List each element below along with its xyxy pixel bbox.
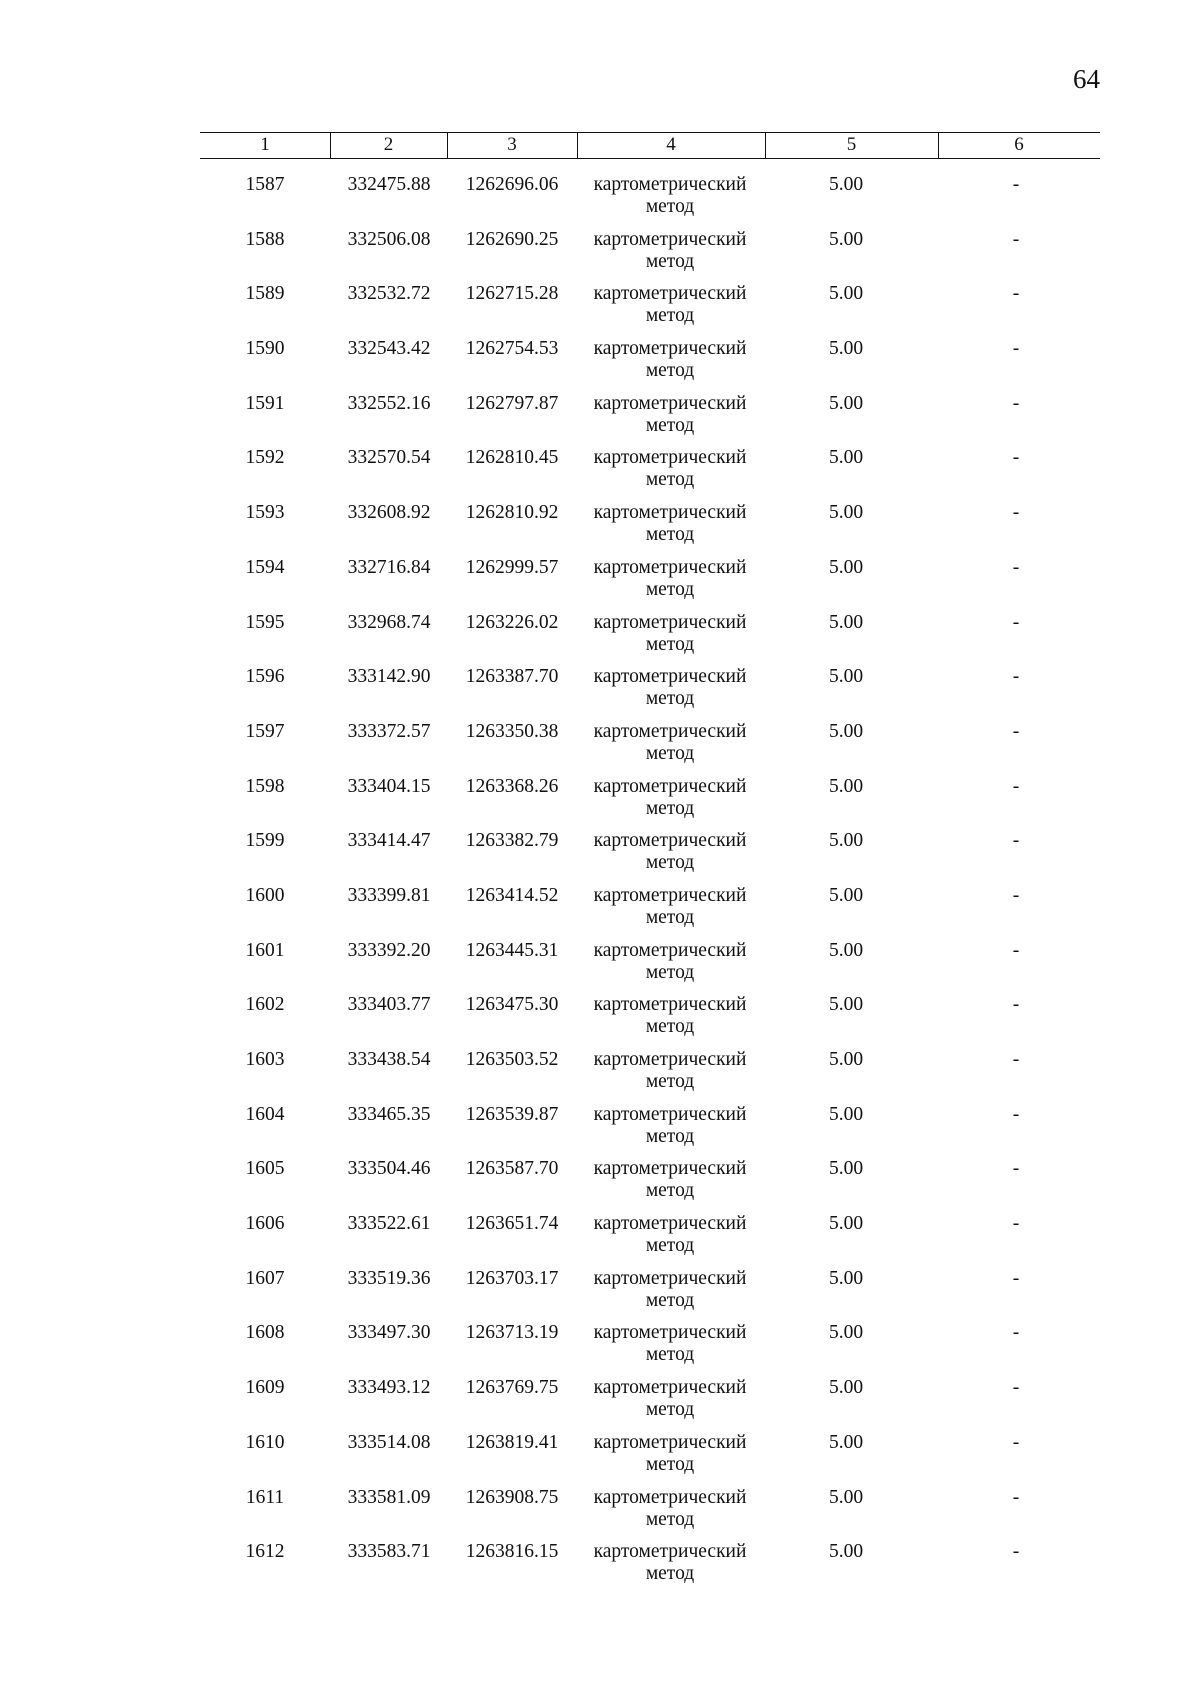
coordinate-x-cell: 333403.77 [347, 994, 431, 1016]
note-cell: - [1012, 720, 1020, 742]
column-header-4: 4 [666, 134, 676, 155]
method-line: метод [645, 1016, 695, 1038]
accuracy-cell: 5.00 [828, 1322, 864, 1344]
table-row [0, 940, 1200, 995]
method-line: метод [645, 1563, 695, 1585]
note-cell: - [1012, 830, 1020, 852]
method-cell [580, 666, 760, 710]
method-line: метод [645, 633, 695, 655]
accuracy-cell: 5.00 [828, 1049, 864, 1070]
note-cell: - [1012, 1486, 1020, 1508]
method-line: картометрический [593, 1049, 747, 1070]
method-cell [580, 1322, 760, 1366]
accuracy-cell: 5.00 [828, 1267, 864, 1289]
method-line: метод [645, 1180, 695, 1202]
coordinate-y-cell: 1262696.06 [465, 174, 559, 195]
table-row [0, 174, 1200, 229]
point-number-cell: 1601 [245, 939, 285, 961]
column-header-5: 5 [846, 134, 857, 155]
point-number-cell: 1599 [245, 830, 285, 852]
accuracy-cell: 5.00 [828, 830, 864, 852]
point-number-cell: 1588 [245, 228, 285, 250]
table-row [0, 721, 1200, 776]
point-number-cell: 1592 [245, 447, 285, 469]
coordinate-y-cell: 1263382.79 [465, 830, 559, 852]
method-line: картометрический [593, 939, 747, 961]
coordinate-x-cell: 333581.09 [347, 1486, 431, 1508]
note-cell: - [1012, 1322, 1020, 1344]
method-line: метод [645, 1344, 695, 1366]
accuracy-cell: 5.00 [828, 666, 864, 688]
coordinate-y-cell: 1262999.57 [465, 556, 559, 578]
column-header-1: 1 [260, 134, 270, 155]
table-row [0, 1541, 1200, 1596]
point-number-cell: 1600 [245, 884, 285, 906]
table-row [0, 229, 1200, 284]
method-cell [580, 283, 760, 327]
method-line: картометрический [593, 338, 747, 360]
table-row [0, 502, 1200, 557]
table-row [0, 666, 1200, 721]
method-line: картометрический [593, 994, 747, 1016]
point-number-cell: 1594 [245, 556, 285, 578]
table-body [0, 174, 1200, 1596]
coordinate-x-cell: 332570.54 [347, 447, 431, 469]
method-cell [580, 1268, 760, 1312]
accuracy-cell: 5.00 [828, 174, 864, 195]
table-row [0, 885, 1200, 940]
method-cell [580, 338, 760, 382]
method-cell [580, 776, 760, 820]
coordinate-y-cell: 1263587.70 [465, 1158, 559, 1180]
method-line: картометрический [593, 447, 747, 469]
accuracy-cell: 5.00 [828, 1486, 864, 1508]
method-line: картометрический [593, 775, 747, 797]
method-cell [580, 393, 760, 437]
accuracy-cell: 5.00 [828, 775, 864, 797]
method-line: метод [645, 360, 695, 382]
coordinate-x-cell: 332506.08 [347, 228, 431, 250]
method-line: метод [645, 414, 695, 436]
method-cell [580, 1049, 760, 1093]
method-line: метод [645, 1399, 695, 1421]
point-number-cell: 1595 [245, 611, 285, 633]
method-cell [580, 885, 760, 929]
point-number-cell: 1593 [245, 502, 285, 524]
accuracy-cell: 5.00 [828, 1213, 864, 1235]
note-cell: - [1012, 1213, 1020, 1235]
note-cell: - [1012, 1158, 1020, 1180]
table-row [0, 830, 1200, 885]
accuracy-cell: 5.00 [828, 720, 864, 742]
note-cell: - [1012, 994, 1020, 1016]
method-cell [580, 1213, 760, 1257]
note-cell: - [1012, 939, 1020, 961]
coordinate-y-cell: 1263503.52 [465, 1049, 559, 1070]
method-line: метод [645, 852, 695, 874]
coordinate-y-cell: 1263350.38 [465, 720, 559, 742]
note-cell: - [1012, 174, 1020, 195]
table-row [0, 1322, 1200, 1377]
note-cell: - [1012, 611, 1020, 633]
point-number-cell: 1609 [245, 1377, 285, 1399]
coordinate-y-cell: 1263539.87 [465, 1103, 559, 1125]
method-line: метод [645, 906, 695, 928]
method-line: картометрический [593, 830, 747, 852]
coordinate-y-cell: 1263816.15 [465, 1541, 559, 1563]
note-cell: - [1012, 1267, 1020, 1289]
accuracy-cell: 5.00 [828, 1377, 864, 1399]
note-cell: - [1012, 338, 1020, 360]
method-line: картометрический [593, 1541, 747, 1563]
coordinate-x-cell: 332716.84 [347, 556, 431, 578]
method-line: метод [645, 1289, 695, 1311]
coordinate-x-cell: 333392.20 [347, 939, 431, 961]
table-row [0, 1377, 1200, 1432]
accuracy-cell: 5.00 [828, 228, 864, 250]
coordinate-x-cell: 333142.90 [347, 666, 431, 688]
note-cell: - [1012, 884, 1020, 906]
method-line: картометрический [593, 556, 747, 578]
coordinate-y-cell: 1262715.28 [465, 283, 559, 305]
table-row [0, 1049, 1200, 1104]
method-line: метод [645, 196, 695, 217]
point-number-cell: 1590 [245, 338, 285, 360]
coordinate-x-cell: 333583.71 [347, 1541, 431, 1563]
method-line: картометрический [593, 1267, 747, 1289]
table-row [0, 447, 1200, 502]
method-cell [580, 1487, 760, 1531]
accuracy-cell: 5.00 [828, 1103, 864, 1125]
coordinate-x-cell: 332968.74 [347, 611, 431, 633]
note-cell: - [1012, 1377, 1020, 1399]
table-row [0, 1432, 1200, 1487]
method-line: метод [645, 1235, 695, 1257]
table-header [200, 132, 1100, 159]
method-cell [580, 557, 760, 601]
point-number-cell: 1607 [245, 1267, 285, 1289]
method-cell [580, 1541, 760, 1585]
note-cell: - [1012, 556, 1020, 578]
coordinate-y-cell: 1263387.70 [465, 666, 559, 688]
table-row [0, 338, 1200, 393]
method-line: метод [645, 578, 695, 600]
point-number-cell: 1605 [245, 1158, 285, 1180]
method-cell [580, 1377, 760, 1421]
accuracy-cell: 5.00 [828, 502, 864, 524]
point-number-cell: 1610 [245, 1431, 285, 1453]
accuracy-cell: 5.00 [828, 611, 864, 633]
table-row [0, 393, 1200, 448]
coordinate-x-cell: 333404.15 [347, 775, 431, 797]
coordinate-x-cell: 333465.35 [347, 1103, 431, 1125]
coordinate-y-cell: 1263475.30 [465, 994, 559, 1016]
accuracy-cell: 5.00 [828, 1541, 864, 1563]
method-line: картометрический [593, 611, 747, 633]
method-line: картометрический [593, 884, 747, 906]
coordinate-y-cell: 1262797.87 [465, 392, 559, 414]
method-cell [580, 1432, 760, 1476]
accuracy-cell: 5.00 [828, 1158, 864, 1180]
table-row [0, 1487, 1200, 1542]
note-cell: - [1012, 502, 1020, 524]
method-cell [580, 612, 760, 656]
coordinate-y-cell: 1263819.41 [465, 1431, 559, 1453]
coordinate-x-cell: 332543.42 [347, 338, 431, 360]
note-cell: - [1012, 1049, 1020, 1070]
column-header-6: 6 [1014, 134, 1024, 155]
accuracy-cell: 5.00 [828, 939, 864, 961]
method-line: картометрический [593, 174, 747, 195]
note-cell: - [1012, 1541, 1020, 1563]
method-line: картометрический [593, 1322, 747, 1344]
point-number-cell: 1602 [245, 994, 285, 1016]
point-number-cell: 1596 [245, 666, 285, 688]
accuracy-cell: 5.00 [828, 338, 864, 360]
method-cell [580, 994, 760, 1038]
point-number-cell: 1603 [245, 1049, 285, 1070]
coordinate-x-cell: 333519.36 [347, 1267, 431, 1289]
coordinate-x-cell: 333372.57 [347, 720, 431, 742]
method-line: метод [645, 469, 695, 491]
point-number-cell: 1587 [245, 174, 285, 195]
note-cell: - [1012, 392, 1020, 414]
accuracy-cell: 5.00 [828, 447, 864, 469]
coordinate-x-cell: 333438.54 [347, 1049, 431, 1070]
coordinate-y-cell: 1262690.25 [465, 228, 559, 250]
method-line: метод [645, 1453, 695, 1475]
coordinate-x-cell: 333414.47 [347, 830, 431, 852]
method-cell [580, 1104, 760, 1148]
coordinate-y-cell: 1262810.92 [465, 502, 559, 524]
accuracy-cell: 5.00 [828, 1431, 864, 1453]
coordinate-x-cell: 332608.92 [347, 502, 431, 524]
coordinate-y-cell: 1263908.75 [465, 1486, 559, 1508]
method-line: метод [645, 305, 695, 327]
page-number: 64 [1073, 64, 1100, 94]
coordinate-y-cell: 1263368.26 [465, 775, 559, 797]
coordinate-y-cell: 1263414.52 [465, 884, 559, 906]
table-row [0, 1268, 1200, 1323]
method-line: картометрический [593, 1486, 747, 1508]
table-row [0, 1158, 1200, 1213]
column-header-2: 2 [383, 134, 394, 155]
method-cell [580, 830, 760, 874]
method-line: метод [645, 797, 695, 819]
note-cell: - [1012, 666, 1020, 688]
point-number-cell: 1612 [245, 1541, 285, 1563]
method-cell [580, 447, 760, 491]
method-line: метод [645, 961, 695, 983]
table-row [0, 612, 1200, 667]
table-row [0, 557, 1200, 612]
method-line: картометрический [593, 502, 747, 524]
coordinate-y-cell: 1263651.74 [465, 1213, 559, 1235]
point-number-cell: 1598 [245, 775, 285, 797]
method-cell [580, 721, 760, 765]
method-line: картометрический [593, 1103, 747, 1125]
method-line: метод [645, 250, 695, 272]
coordinate-x-cell: 332532.72 [347, 283, 431, 305]
method-line: метод [645, 742, 695, 764]
method-line: картометрический [593, 1377, 747, 1399]
method-line: картометрический [593, 283, 747, 305]
method-line: метод [645, 1071, 695, 1092]
table-row [0, 776, 1200, 831]
method-cell [580, 940, 760, 984]
coordinate-y-cell: 1263226.02 [465, 611, 559, 633]
note-cell: - [1012, 283, 1020, 305]
coordinate-y-cell: 1263445.31 [465, 939, 559, 961]
method-line: метод [645, 524, 695, 546]
point-number-cell: 1591 [245, 392, 285, 414]
method-cell [580, 502, 760, 546]
method-cell [580, 1158, 760, 1202]
coordinate-x-cell: 332552.16 [347, 392, 431, 414]
point-number-cell: 1604 [245, 1103, 285, 1125]
coordinate-x-cell: 333497.30 [347, 1322, 431, 1344]
note-cell: - [1012, 1431, 1020, 1453]
column-header-3: 3 [507, 134, 517, 155]
accuracy-cell: 5.00 [828, 392, 864, 414]
method-line: картометрический [593, 666, 747, 688]
note-cell: - [1012, 775, 1020, 797]
coordinate-x-cell: 333522.61 [347, 1213, 431, 1235]
coordinate-x-cell: 333493.12 [347, 1377, 431, 1399]
method-line: картометрический [593, 1431, 747, 1453]
method-cell [580, 174, 760, 218]
point-number-cell: 1589 [245, 283, 285, 305]
point-number-cell: 1606 [245, 1213, 285, 1235]
coordinate-x-cell: 333504.46 [347, 1158, 431, 1180]
coordinate-y-cell: 1262810.45 [465, 447, 559, 469]
method-line: картометрический [593, 720, 747, 742]
method-cell [580, 229, 760, 273]
coordinate-x-cell: 333514.08 [347, 1431, 431, 1453]
method-line: картометрический [593, 228, 747, 250]
point-number-cell: 1597 [245, 720, 285, 742]
table-row [0, 283, 1200, 338]
coordinate-y-cell: 1262754.53 [465, 338, 559, 360]
point-number-cell: 1608 [245, 1322, 285, 1344]
note-cell: - [1012, 1103, 1020, 1125]
table-row [0, 1213, 1200, 1268]
coordinate-x-cell: 333399.81 [347, 884, 431, 906]
coordinate-y-cell: 1263769.75 [465, 1377, 559, 1399]
note-cell: - [1012, 228, 1020, 250]
method-line: метод [645, 1125, 695, 1147]
table-row [0, 994, 1200, 1049]
accuracy-cell: 5.00 [828, 556, 864, 578]
method-line: картометрический [593, 392, 747, 414]
note-cell: - [1012, 447, 1020, 469]
method-line: метод [645, 1508, 695, 1530]
accuracy-cell: 5.00 [828, 283, 864, 305]
method-line: картометрический [593, 1213, 747, 1235]
coordinate-y-cell: 1263713.19 [465, 1322, 559, 1344]
coordinate-x-cell: 332475.88 [347, 174, 431, 195]
coordinate-y-cell: 1263703.17 [465, 1267, 559, 1289]
point-number-cell: 1611 [245, 1486, 285, 1508]
method-line: метод [645, 688, 695, 710]
accuracy-cell: 5.00 [828, 994, 864, 1016]
table-row [0, 1104, 1200, 1159]
accuracy-cell: 5.00 [828, 884, 864, 906]
method-line: картометрический [593, 1158, 747, 1180]
